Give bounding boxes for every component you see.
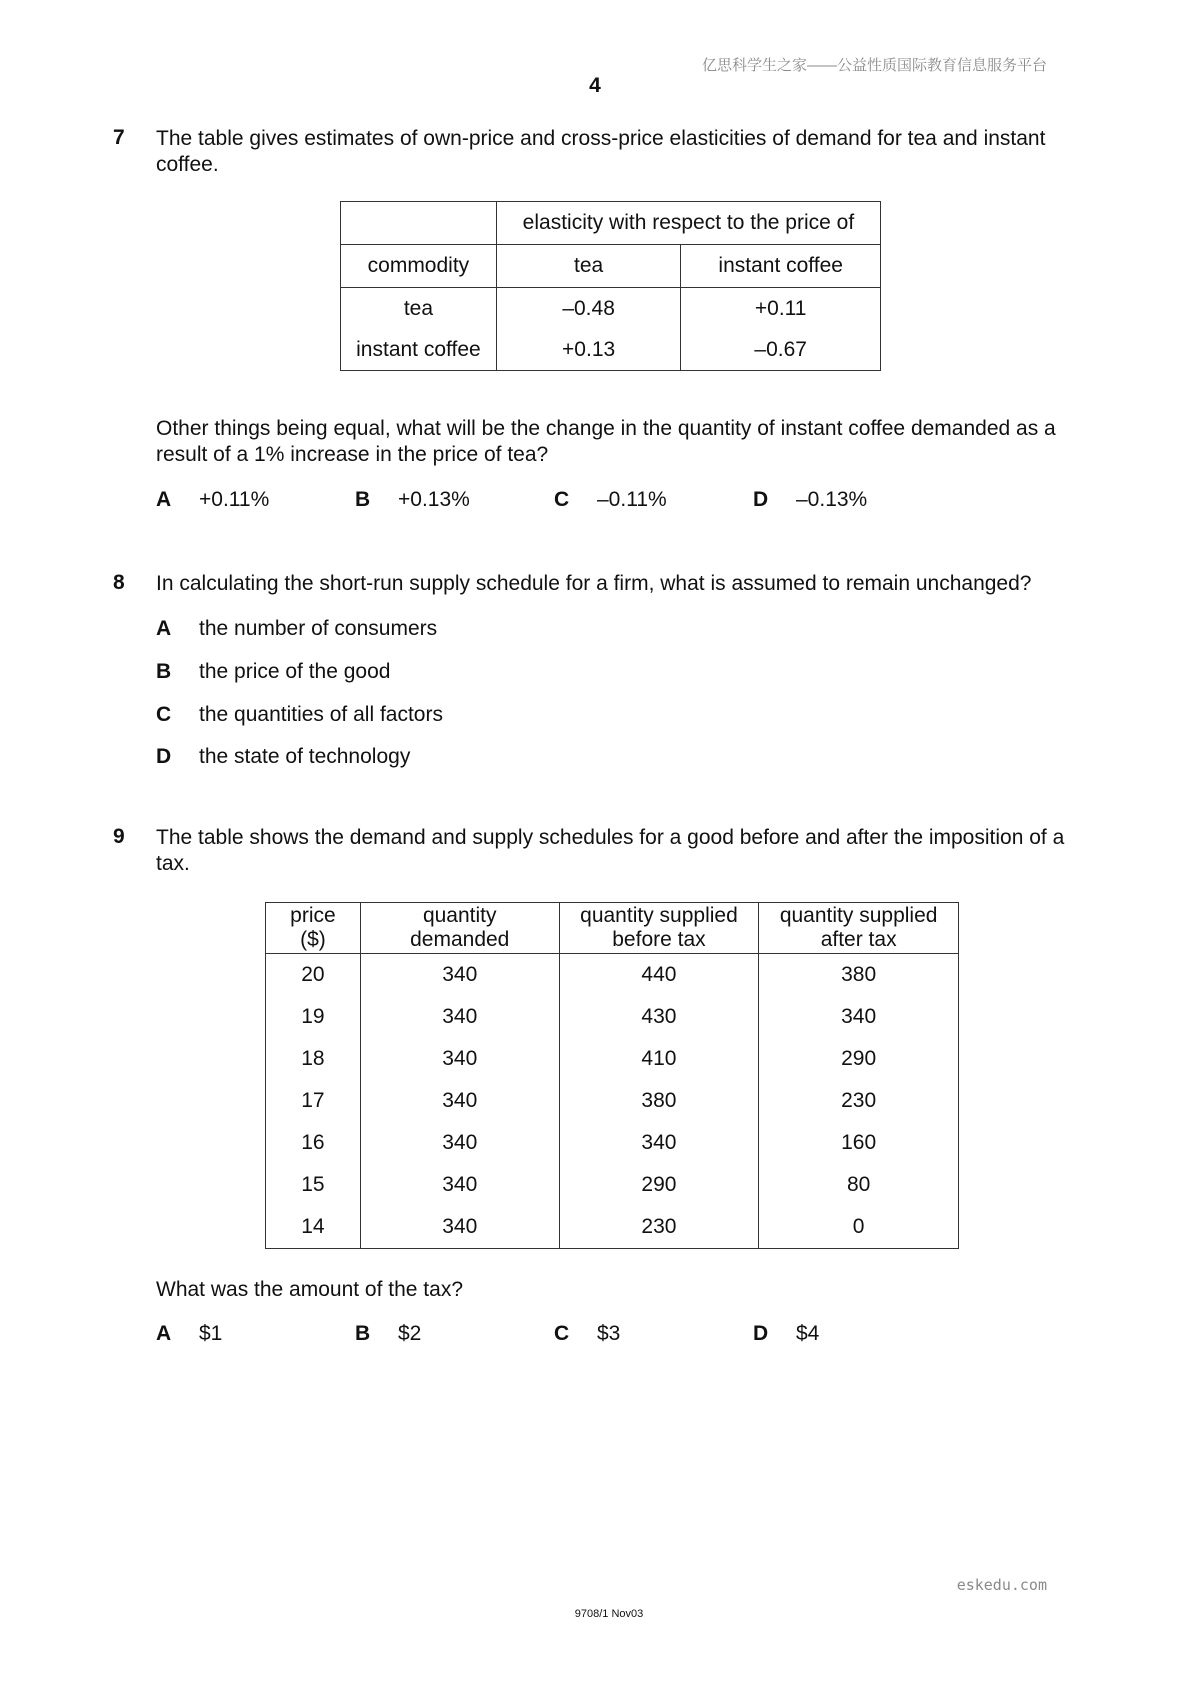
column-header: tea: [496, 245, 681, 288]
question-prompt: Other things being equal, what will be the change in the quantity of instant coffee demanded as a result of a 1% increase in the price of tea?: [156, 417, 1056, 466]
page-number: 4: [589, 74, 601, 97]
table-cell: 15: [266, 1164, 361, 1206]
option-d[interactable]: D the state of technology: [156, 745, 411, 768]
table-row: [266, 1206, 959, 1249]
table-cell: –0.48: [496, 288, 681, 331]
table-cell: tea: [341, 288, 497, 331]
table-row: [266, 1164, 959, 1206]
footer-watermark: eskedu.com: [956, 1576, 1047, 1594]
table-row: [266, 954, 959, 997]
table-row: [341, 288, 881, 331]
question-number: 7: [113, 126, 125, 149]
column-header: commodity: [341, 245, 497, 288]
table-cell: –0.67: [681, 330, 881, 371]
option-d[interactable]: D –0.13%: [753, 488, 868, 511]
question-text: The table gives estimates of own-price and cross-price elasticities of demand for tea and instant coffee.: [156, 127, 1046, 176]
question-text: The table shows the demand and supply schedules for a good before and after the imposition of a tax.: [156, 826, 1065, 875]
table-cell: +0.13: [496, 330, 681, 371]
table-cell: 440: [559, 954, 759, 997]
elasticity-table: [340, 201, 881, 371]
table-cell: +0.11: [681, 288, 881, 331]
table-cell: 340: [360, 1206, 559, 1249]
table-cell-empty: [341, 202, 497, 245]
table-cell: 80: [759, 1164, 959, 1206]
table-cell: 340: [360, 996, 559, 1038]
table-cell: 340: [559, 1122, 759, 1164]
supply-demand-table: [265, 902, 959, 1249]
table-row: [266, 1080, 959, 1122]
header-watermark: 亿思科学生之家——公益性质国际教育信息服务平台: [701, 57, 1047, 74]
table-cell: 290: [559, 1164, 759, 1206]
option-b[interactable]: B $2: [355, 1322, 422, 1345]
table-cell: 340: [759, 996, 959, 1038]
column-header: quantity demanded: [360, 903, 559, 954]
paper-code: 9708/1 Nov03: [574, 1608, 644, 1620]
table-cell: 410: [559, 1038, 759, 1080]
option-c[interactable]: C $3: [554, 1322, 621, 1345]
table-row: [341, 330, 881, 371]
table-row: [266, 1038, 959, 1080]
table-cell: 17: [266, 1080, 361, 1122]
table-cell: 16: [266, 1122, 361, 1164]
option-a[interactable]: A the number of consumers: [156, 617, 438, 640]
table-cell: 340: [360, 1038, 559, 1080]
table-cell: 19: [266, 996, 361, 1038]
question-number: 9: [113, 825, 125, 848]
table-cell: 340: [360, 1164, 559, 1206]
table-row: [266, 996, 959, 1038]
table-cell: 160: [759, 1122, 959, 1164]
question-prompt: What was the amount of the tax?: [156, 1278, 464, 1301]
span-header: elasticity with respect to the price of: [496, 202, 880, 245]
table-cell: 20: [266, 954, 361, 997]
option-a[interactable]: A +0.11%: [156, 488, 270, 511]
table-cell: 340: [360, 1080, 559, 1122]
option-c[interactable]: C –0.11%: [554, 488, 667, 511]
question-number: 8: [113, 571, 125, 594]
table-cell: 0: [759, 1206, 959, 1249]
option-b[interactable]: B +0.13%: [355, 488, 470, 511]
table-cell: 430: [559, 996, 759, 1038]
table-cell: 340: [360, 1122, 559, 1164]
column-header: instant coffee: [681, 245, 881, 288]
table-cell: 340: [360, 954, 559, 997]
column-header: quantity supplied after tax: [759, 903, 959, 954]
table-cell: instant coffee: [341, 330, 497, 371]
table-cell: 230: [759, 1080, 959, 1122]
table-cell: 18: [266, 1038, 361, 1080]
table-row: [266, 1122, 959, 1164]
column-header: price ($): [266, 903, 361, 954]
table-cell: 230: [559, 1206, 759, 1249]
question-text: In calculating the short-run supply schedule for a firm, what is assumed to remain unchanged?: [156, 572, 1032, 595]
table-cell: 380: [759, 954, 959, 997]
option-b[interactable]: B the price of the good: [156, 660, 391, 683]
option-a[interactable]: A $1: [156, 1322, 223, 1345]
option-d[interactable]: D $4: [753, 1322, 820, 1345]
table-cell: 290: [759, 1038, 959, 1080]
option-c[interactable]: C the quantities of all factors: [156, 703, 443, 726]
table-cell: 380: [559, 1080, 759, 1122]
table-cell: 14: [266, 1206, 361, 1249]
column-header: quantity supplied before tax: [559, 903, 759, 954]
